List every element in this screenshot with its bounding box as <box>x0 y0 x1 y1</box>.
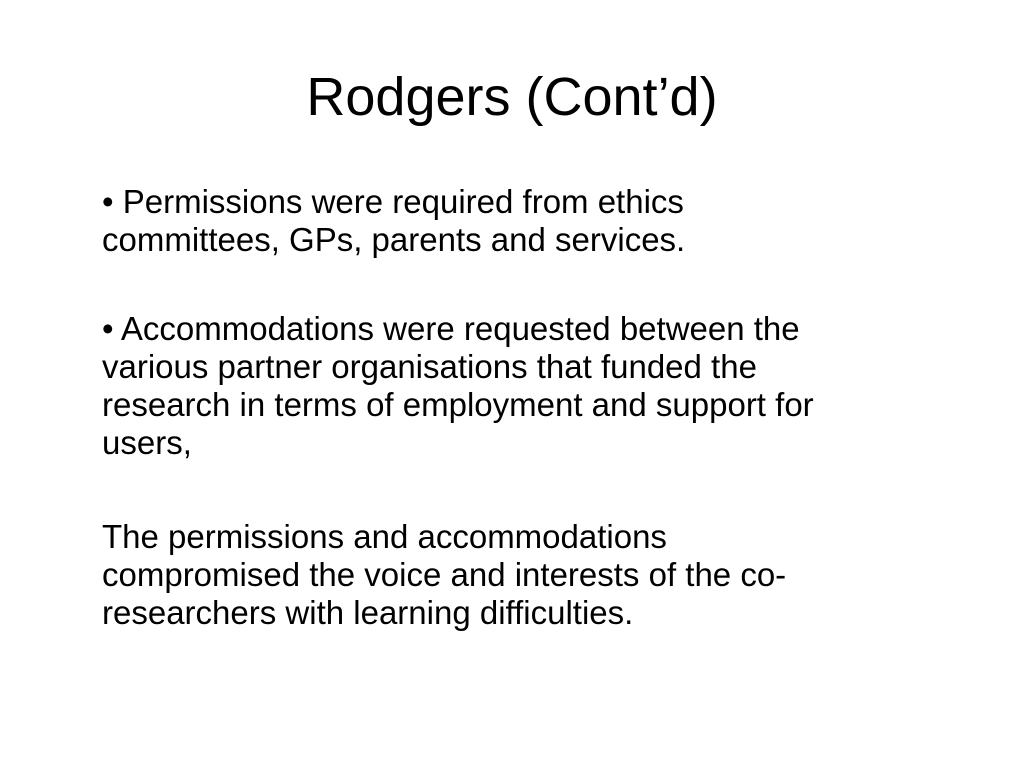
slide-title: Rodgers (Cont’d) <box>306 67 718 127</box>
conclusion-paragraph: The permissions and accommodations compromised the voice and interests of the co- researchers with learning difficulties. <box>102 518 787 631</box>
bullet-permissions: • Permissions were required from ethics committees, GPs, parents and services. <box>102 183 686 258</box>
slide-body <box>102 183 982 632</box>
bullet-accommodations: • Accommodations were requested between the various partner organisations that funded the research in terms of employment and support for users, <box>102 310 814 461</box>
